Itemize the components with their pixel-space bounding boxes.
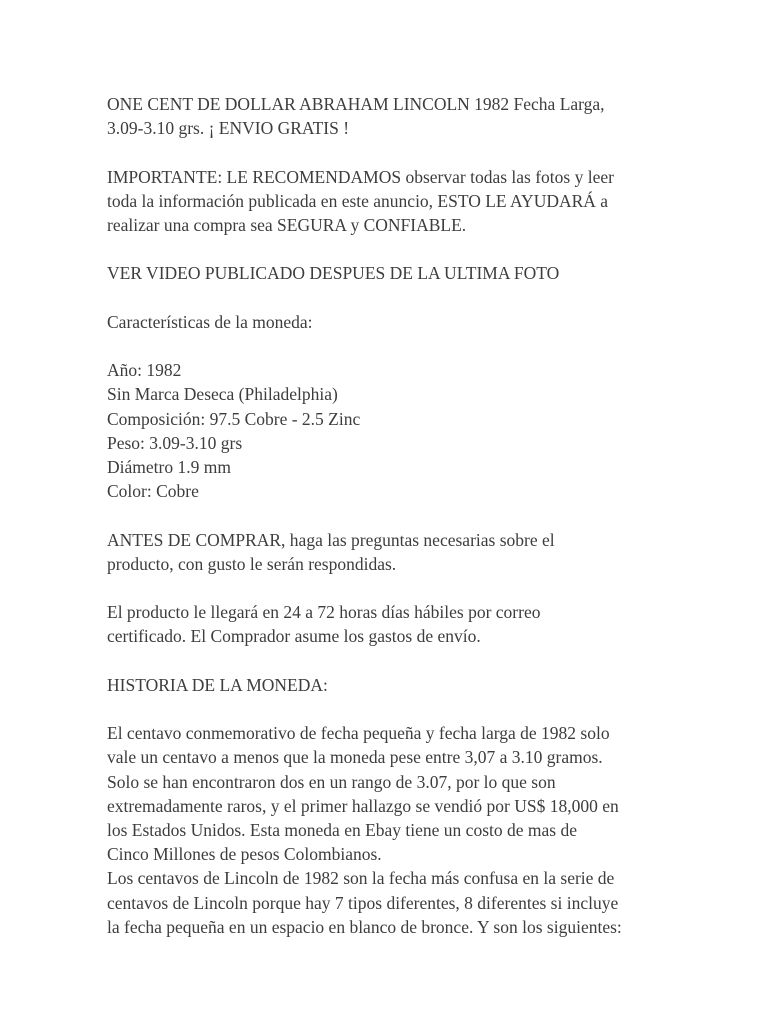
shipping-line: certificado. El Comprador asume los gastos de envío. [107,626,481,647]
important-paragraph [107,165,747,238]
history-heading: HISTORIA DE LA MONEDA: [107,674,328,695]
history-line: vale un centavo a menos que la moneda pese entre 3,07 a 3.10 gramos. [107,747,603,768]
history-heading-paragraph [107,673,747,697]
shipping-paragraph [107,600,747,648]
shipping-line: El producto le llegará en 24 a 72 horas días hábiles por correo [107,602,541,623]
history-line: los Estados Unidos. Esta moneda en Ebay tiene un costo de mas de [107,819,577,840]
title-line: ONE CENT DE DOLLAR ABRAHAM LINCOLN 1982 Fecha Larga, [107,94,605,114]
history-line: Cinco Millones de pesos Colombianos. [107,844,382,865]
history-line: la fecha pequeña en un espacio en blanco de bronce. Y son los siguientes: [107,916,622,937]
features-heading-paragraph [107,310,747,334]
feature-composition: Composición: 97.5 Cobre - 2.5 Zinc [107,408,361,429]
before-buying-paragraph [107,528,747,576]
video-note-paragraph [107,261,747,285]
features-list [107,358,747,503]
important-line: toda la información publicada en este anuncio, ESTO LE AYUDARÁ a [107,190,609,211]
feature-diameter: Diámetro 1.9 mm [107,456,231,477]
feature-mint-mark: Sin Marca Deseca (Philadelphia) [107,384,338,405]
before-buying-line: ANTES DE COMPRAR, haga las preguntas necesarias sobre el [107,529,555,550]
history-line: Solo se han encontraron dos en un rango de 3.07, por lo que son [107,771,556,792]
before-buying-line: producto, con gusto le serán respondidas. [107,553,397,574]
feature-color: Color: Cobre [107,481,199,502]
title-paragraph [107,92,747,140]
important-line: realizar una compra sea SEGURA y CONFIABLE. [107,215,467,235]
history-line: extremadamente raros, y el primer hallazgo se vendió por US$ 18,000 en [107,795,619,816]
video-note: VER VIDEO PUBLICADO DESPUES DE LA ULTIMA FOTO [107,263,560,284]
feature-year: Año: 1982 [107,360,182,381]
important-line: IMPORTANTE: LE RECOMENDAMOS observar todas las fotos y leer [107,166,614,187]
history-line: Los centavos de Lincoln de 1982 son la fecha más confusa en la serie de [107,868,615,889]
title-line: 3.09-3.10 grs. ¡ ENVIO GRATIS ! [107,118,350,139]
history-paragraph [107,721,747,939]
history-line: El centavo conmemorativo de fecha pequeña y fecha larga de 1982 solo [107,723,610,744]
features-heading: Características de la moneda: [107,311,313,332]
feature-weight: Peso: 3.09-3.10 grs [107,432,243,453]
document-page [107,92,747,939]
history-line: centavos de Lincoln porque hay 7 tipos diferentes, 8 diferentes si incluye [107,892,619,913]
